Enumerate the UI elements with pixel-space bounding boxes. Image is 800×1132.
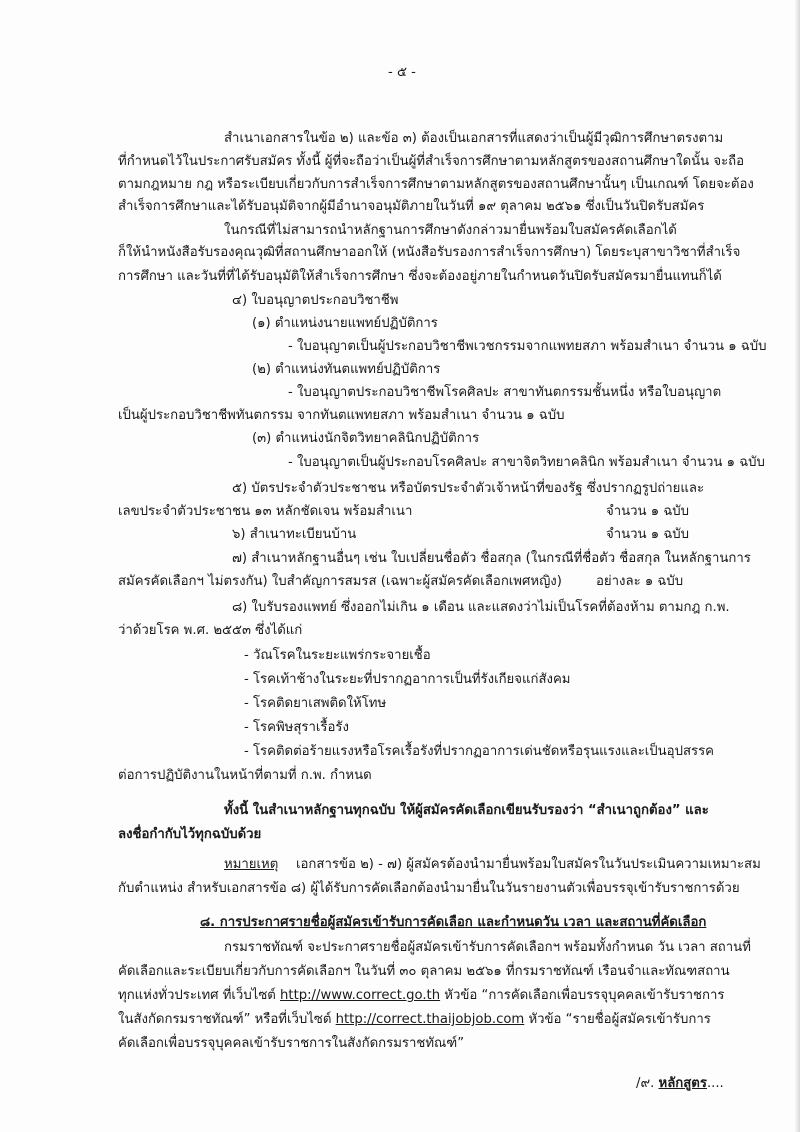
page-footer [636,1075,724,1093]
sub-item: (๑) ตำแหน่งนายแพทย์ปฏิบัติการ [252,316,438,331]
list-item-other-docs: ๗) สำเนาหลักฐานอื่นๆ เช่น ใบเปลี่ยนชื่อตัว ชื่อสกุล (ในกรณีที่ชื่อตัว ชื่อสกุล ในหลักฐานการ [232,551,751,566]
text-line: ที่กำหนดไว้ในประกาศรับสมัคร ทั้งนี้ ผู้ที่จะถือว่าเป็นผู้ที่สำเร็จการศึกษาตามหลักสูตรของสถานศึกษาใดนั้น จะถือ [118,154,745,169]
page-number: - ๕ - [388,65,416,80]
list-item-medical-cert: ๘) ใบรับรองแพทย์ ซึ่งออกไม่เกิน ๑ เดือน และแสดงว่าไม่เป็นโรคที่ต้องห้าม ตามกฎ ก.พ. [232,600,730,615]
disease-item: - โรคพิษสุราเรื้อรัง [244,720,349,735]
text-line: กับตำแหน่ง สำหรับเอกสารข้อ ๘) ผู้ได้รับการคัดเลือกต้องนำมายื่นในวันรายงานตัวเพื่อบรรจุเข้ารับราชการด้วย [118,881,740,896]
text-line: กรมราชทัณฑ์ จะประกาศรายชื่อผู้สมัครเข้ารับการคัดเลือกฯ พร้อมทั้งกำหนด วัน เวลา สถานที่ [224,940,751,955]
footer-prefix: /๙. [636,1076,655,1091]
text-line: การศึกษา และวันที่ที่ได้รับอนุมัติให้สำเร็จการศึกษา ซึ่งจะต้องอยู่ภายในกำหนดวันปิดรับสมัครมายื่นแทนก็ได้ [118,269,722,284]
section-heading: ๘. การประกาศรายชื่อผู้สมัครเข้ารับการคัดเลือก และกำหนดวัน เวลา และสถานที่คัดเลือก [200,915,707,930]
text-line: สมัครคัดเลือกฯ ไม่ตรงกัน) ใบสำคัญการสมรส (เฉพาะผู้สมัครคัดเลือกเพศหญิง) [118,574,562,589]
sub-item-detail: - ใบอนุญาตประกอบวิชาชีพโรคศิลปะ สาขาทันตกรรมชั้นหนึ่ง หรือใบอนุญาต [288,385,722,400]
page-edge-shadow [794,0,800,1132]
list-item-license: ๔) ใบอนุญาตประกอบวิชาชีพ [232,293,399,308]
disease-item: - โรคติดต่อร้ายแรงหรือโรคเรื้อรังที่ปรากฏอาการเด่นชัดหรือรุนแรงและเป็นอุปสรรค [244,744,714,759]
sub-item: (๓) ตำแหน่งนักจิตวิทยาคลินิกปฏิบัติการ [252,431,480,446]
note-label: หมายเหตุ [224,857,279,872]
count-label: จำนวน ๑ ฉบับ [606,504,690,519]
count-label: อย่างละ ๑ ฉบับ [596,574,684,589]
text-line: เลขประจำตัวประชาชน ๑๓ หลักชัดเจน พร้อมสำเนา [118,504,413,519]
text-line: ต่อการปฏิบัติงานในหน้าที่ตามที่ ก.พ. กำหนด [118,768,372,783]
certify-instruction: ทั้งนี้ ในสำเนาหลักฐานทุกฉบับ ให้ผู้สมัครคัดเลือกเขียนรับรองว่า “สำเนาถูกต้อง” และ [224,803,709,818]
disease-item: - วัณโรคในระยะแพร่กระจายเชื้อ [244,648,431,663]
sub-item-detail: - ใบอนุญาตเป็นผู้ประกอบโรคศิลปะ สาขาจิตวิทยาคลินิก พร้อมสำเนา จำนวน ๑ ฉบับ [288,455,765,470]
text-span: ทุกแห่งทั่วประเทศ ที่เว็บไซต์ [118,988,276,1003]
text-line: คัดเลือกเพื่อบรรจุบุคคลเข้ารับราชการในสังกัดกรมราชทัณฑ์” [118,1036,465,1051]
text-span: หัวข้อ “การคัดเลือกเพื่อบรรจุบุคคลเข้ารับราชการ [444,988,725,1003]
text-line [118,987,724,1005]
text-span: หัวข้อ “รายชื่อผู้สมัครเข้ารับการ [528,1012,711,1027]
text-line: สำเนาเอกสารในข้อ ๒) และข้อ ๓) ต้องเป็นเอกสารที่แสดงว่าเป็นผู้มีวุฒิการศึกษาตรงตาม [224,131,724,146]
text-line: ในกรณีที่ไม่สามารถนำหลักฐานการศึกษาดังกล่าวมายื่นพร้อมใบสมัครคัดเลือกได้ [224,223,677,238]
footer-next-section: หลักสูตร [658,1076,707,1091]
count-label: จำนวน ๑ ฉบับ [606,527,690,542]
text-line: ว่าด้วยโรค พ.ศ. ๒๕๕๓ ซึ่งได้แก่ [118,623,303,638]
disease-item: - โรคเท้าช้างในระยะที่ปรากฏอาการเป็นที่รังเกียจแก่สังคม [244,672,571,687]
text-line: ก็ให้นำหนังสือรับรองคุณวุฒิที่สถานศึกษาออกให้ (หนังสือรับรองการสำเร็จการศึกษา) โดยระบุสาขาวิชาที่สำเร็จ [118,245,741,260]
website-link-correct[interactable]: http://www.correct.go.th [280,988,441,1003]
footer-dots: .... [706,1076,724,1091]
text-line: ตามกฎหมาย กฎ หรือระเบียบเกี่ยวกับการสำเร็จการศึกษาตามหลักสูตรของสถานศึกษานั้นๆ เป็นเกณฑ์ โดยจะต้อง [118,177,754,192]
text-line [118,1011,711,1029]
text-line: สำเร็จการศึกษาและได้รับอนุมัติจากผู้มีอำนาจอนุมัติภายในวันที่ ๑๙ ตุลาคม ๒๕๖๑ ซึ่งเป็นวันปิดรับสมัคร [118,199,705,214]
text-span: ในสังกัดกรมราชทัณฑ์” หรือที่เว็บไซต์ [118,1012,332,1027]
list-item-id-card: ๕) บัตรประจำตัวประชาชน หรือบัตรประจำตัวเจ้าหน้าที่ของรัฐ ซึ่งปรากฏรูปถ่ายและ [232,481,705,496]
note-text: เอกสารข้อ ๒) - ๗) ผู้สมัครต้องนำมายื่นพร้อมใบสมัครในวันประเมินความเหมาะสม [296,857,761,872]
sub-item-detail: - ใบอนุญาตเป็นผู้ประกอบวิชาชีพเวชกรรมจากแพทยสภา พร้อมสำเนา จำนวน ๑ ฉบับ [288,339,767,354]
disease-item: - โรคติดยาเสพติดให้โทษ [244,696,387,711]
website-link-thaijobjob[interactable]: http://correct.thaijobjob.com [335,1012,525,1027]
text-line: เป็นผู้ประกอบวิชาชีพทันตกรรม จากทันตแพทยสภา พร้อมสำเนา จำนวน ๑ ฉบับ [118,408,565,423]
list-item-house-registration: ๖) สำเนาทะเบียนบ้าน [232,527,357,542]
certify-instruction-cont: ลงชื่อกำกับไว้ทุกฉบับด้วย [118,827,262,842]
sub-item: (๒) ตำแหน่งทันตแพทย์ปฏิบัติการ [252,362,441,377]
text-line: คัดเลือกและระเบียบเกี่ยวกับการคัดเลือกฯ ในวันที่ ๓๐ ตุลาคม ๒๕๖๑ ที่กรมราชทัณฑ์ เรือนจำและทัณฑสถาน [118,964,730,979]
